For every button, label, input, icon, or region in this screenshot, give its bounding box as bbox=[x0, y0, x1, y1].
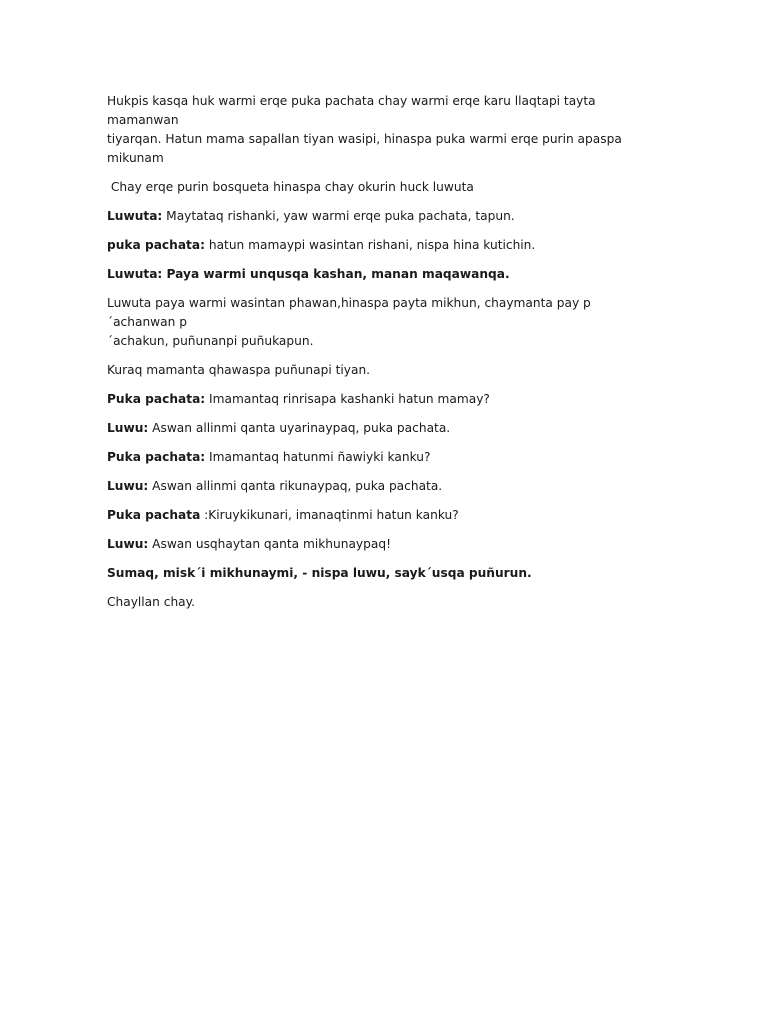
paragraph-ending bbox=[107, 593, 647, 612]
paragraph-forest bbox=[107, 178, 647, 197]
paragraph-narration bbox=[107, 294, 647, 351]
speaker-label: Puka pachata: bbox=[107, 450, 206, 464]
dialogue-line bbox=[107, 207, 647, 226]
speaker-label: Puka pachata: bbox=[107, 392, 206, 406]
dialogue-line-bold bbox=[107, 265, 647, 284]
dialogue-line bbox=[107, 236, 647, 255]
dialogue-text: Luwuta: Paya warmi unqusqa kashan, manan maqawanqa. bbox=[107, 267, 510, 281]
dialogue-line bbox=[107, 506, 647, 525]
dialogue-text: Imamantaq rinrisapa kashanki hatun mamay? bbox=[205, 392, 490, 406]
text-line: Chay erqe purin bosqueta hinaspa chay okurin huck luwuta bbox=[107, 180, 474, 194]
paragraph-intro bbox=[107, 92, 647, 168]
dialogue-line bbox=[107, 448, 647, 467]
text-line: Chayllan chay. bbox=[107, 595, 195, 609]
speaker-label: Puka pachata bbox=[107, 508, 201, 522]
dialogue-text: Maytataq rishanki, yaw warmi erqe puka pachata, tapun. bbox=[162, 209, 515, 223]
dialogue-text: Sumaq, misk´i mikhunaymi, - nispa luwu, sayk´usqa puñurun. bbox=[107, 566, 532, 580]
dialogue-line bbox=[107, 390, 647, 409]
dialogue-text: hatun mamaypi wasintan rishani, nispa hina kutichin. bbox=[204, 238, 536, 252]
text-line: Luwuta paya warmi wasintan phawan,hinaspa payta mikhun, chaymanta pay p´achanwan p bbox=[107, 296, 591, 329]
speaker-label: Luwuta: bbox=[107, 209, 163, 223]
paragraph-narration bbox=[107, 361, 647, 380]
dialogue-line bbox=[107, 535, 647, 554]
text-line: ´achakun, puñunanpi puñukapun. bbox=[107, 334, 314, 348]
text-line: tiyarqan. Hatun mama sapallan tiyan wasipi, hinaspa puka warmi erqe purin apaspa mikunam bbox=[107, 132, 622, 165]
dialogue-text: Imamantaq hatunmi ñawiyki kanku? bbox=[205, 450, 431, 464]
speaker-label: puka pachata: bbox=[107, 238, 205, 252]
speaker-label: Luwu: bbox=[107, 479, 149, 493]
document-body bbox=[107, 92, 647, 622]
dialogue-line-bold bbox=[107, 564, 647, 583]
text-line: Kuraq mamanta qhawaspa puñunapi tiyan. bbox=[107, 363, 371, 377]
dialogue-line bbox=[107, 419, 647, 438]
dialogue-text: Aswan allinmi qanta uyarinaypaq, puka pachata. bbox=[148, 421, 451, 435]
dialogue-line bbox=[107, 477, 647, 496]
dialogue-text: :Kiruykikunari, imanaqtinmi hatun kanku? bbox=[200, 508, 459, 522]
text-line: Hukpis kasqa huk warmi erqe puka pachata chay warmi erqe karu llaqtapi tayta mamanwan bbox=[107, 94, 596, 127]
dialogue-text: Aswan allinmi qanta rikunaypaq, puka pachata. bbox=[148, 479, 443, 493]
speaker-label: Luwu: bbox=[107, 537, 149, 551]
speaker-label: Luwu: bbox=[107, 421, 149, 435]
dialogue-text: Aswan usqhaytan qanta mikhunaypaq! bbox=[148, 537, 391, 551]
